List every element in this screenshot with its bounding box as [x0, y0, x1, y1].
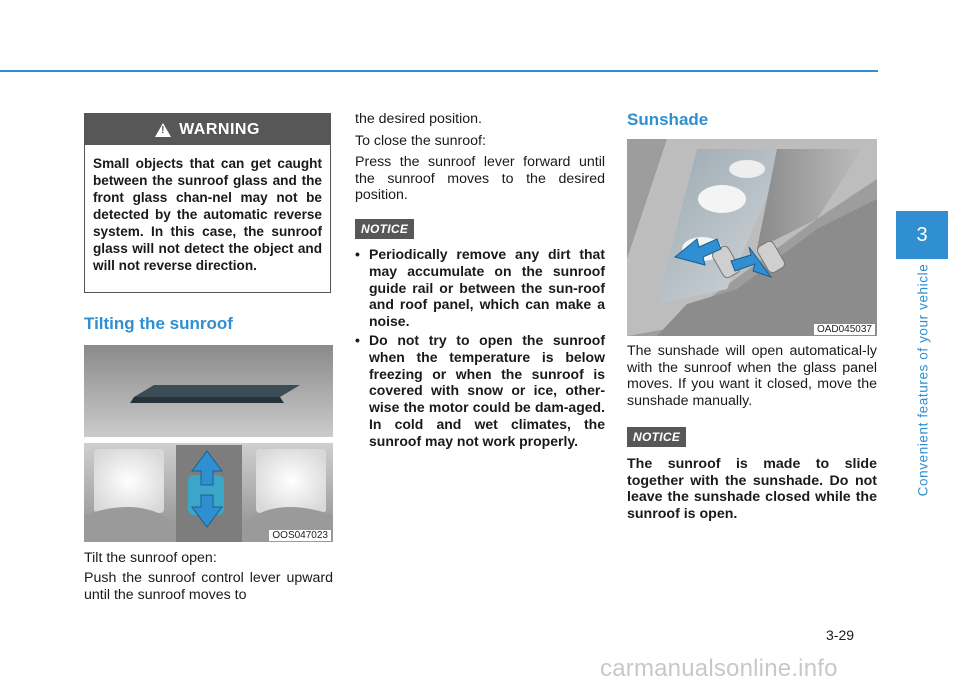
- notice-bullet-2-text: Do not try to open the sunroof when the temperature is below freezing or when the sunroof is covered with snow or ice, other-wise the motor could be dam-aged. In cold and wet climates, the sunroof may not work properly.: [369, 332, 605, 449]
- tilting-step-label: Tilt the sunroof open:: [84, 550, 217, 566]
- tilting-step-text: Push the sunroof control lever upward until the sunroof moves to: [84, 570, 333, 603]
- warning-header: [85, 114, 330, 145]
- footer-watermark: carmanualsonline.info: [600, 655, 838, 682]
- chapter-title-text: Convenient features of your vehicle: [915, 263, 931, 497]
- warning-triangle-icon: [155, 123, 171, 137]
- tilting-continued: the desired position.: [355, 111, 482, 127]
- tilting-heading: Tilting the sunroof: [84, 314, 233, 333]
- sunshade-text: The sunshade will open automatical-ly with the sunroof when the glass panel moves. If you want it closed, move the sunshade manually.: [627, 343, 877, 409]
- page-number: 3-29: [826, 627, 855, 643]
- bullet-dot: •: [355, 332, 360, 348]
- warning-box: [84, 113, 331, 293]
- notice-bullet-1: [355, 246, 605, 330]
- sunshade-heading: Sunshade: [627, 110, 709, 129]
- chapter-title-vertical: [916, 265, 930, 495]
- close-text: Press the sunroof lever forward until the sunroof moves to the desired position.: [355, 154, 605, 203]
- warning-text: Small objects that can get caught between the sunroof glass and the front glass chan-nel may not be detected by the automatic reverse system. In this case, the sunroof glass will not detect the object and will not reverse direction.: [93, 156, 322, 273]
- sunshade-notice-text: The sunroof is made to slide together with the sunshade. Do not leave the sunshade closed while the sunroof is open.: [627, 456, 877, 522]
- chapter-tab: 3: [896, 211, 948, 259]
- notice-badge-2: NOTICE: [627, 427, 686, 447]
- tilting-sunroof-image: [84, 345, 333, 542]
- bullet-dot: •: [355, 246, 360, 262]
- notice-bullet-2: [355, 332, 605, 450]
- close-label: To close the sunroof:: [355, 133, 486, 149]
- tilting-illustration: [84, 345, 333, 542]
- sunshade-image: [627, 139, 877, 336]
- sunshade-image-code: OAD045037: [814, 324, 875, 335]
- header-rule: [0, 70, 878, 72]
- tilting-image-code: OOS047023: [269, 530, 331, 541]
- sunshade-illustration: [627, 139, 877, 336]
- warning-title: WARNING: [179, 120, 260, 138]
- notice-badge-1: NOTICE: [355, 219, 414, 239]
- notice-bullet-1-text: Periodically remove any dirt that may accumulate on the sunroof guide rail or between the sun-roof and roof panel, which can make a noise.: [369, 246, 605, 330]
